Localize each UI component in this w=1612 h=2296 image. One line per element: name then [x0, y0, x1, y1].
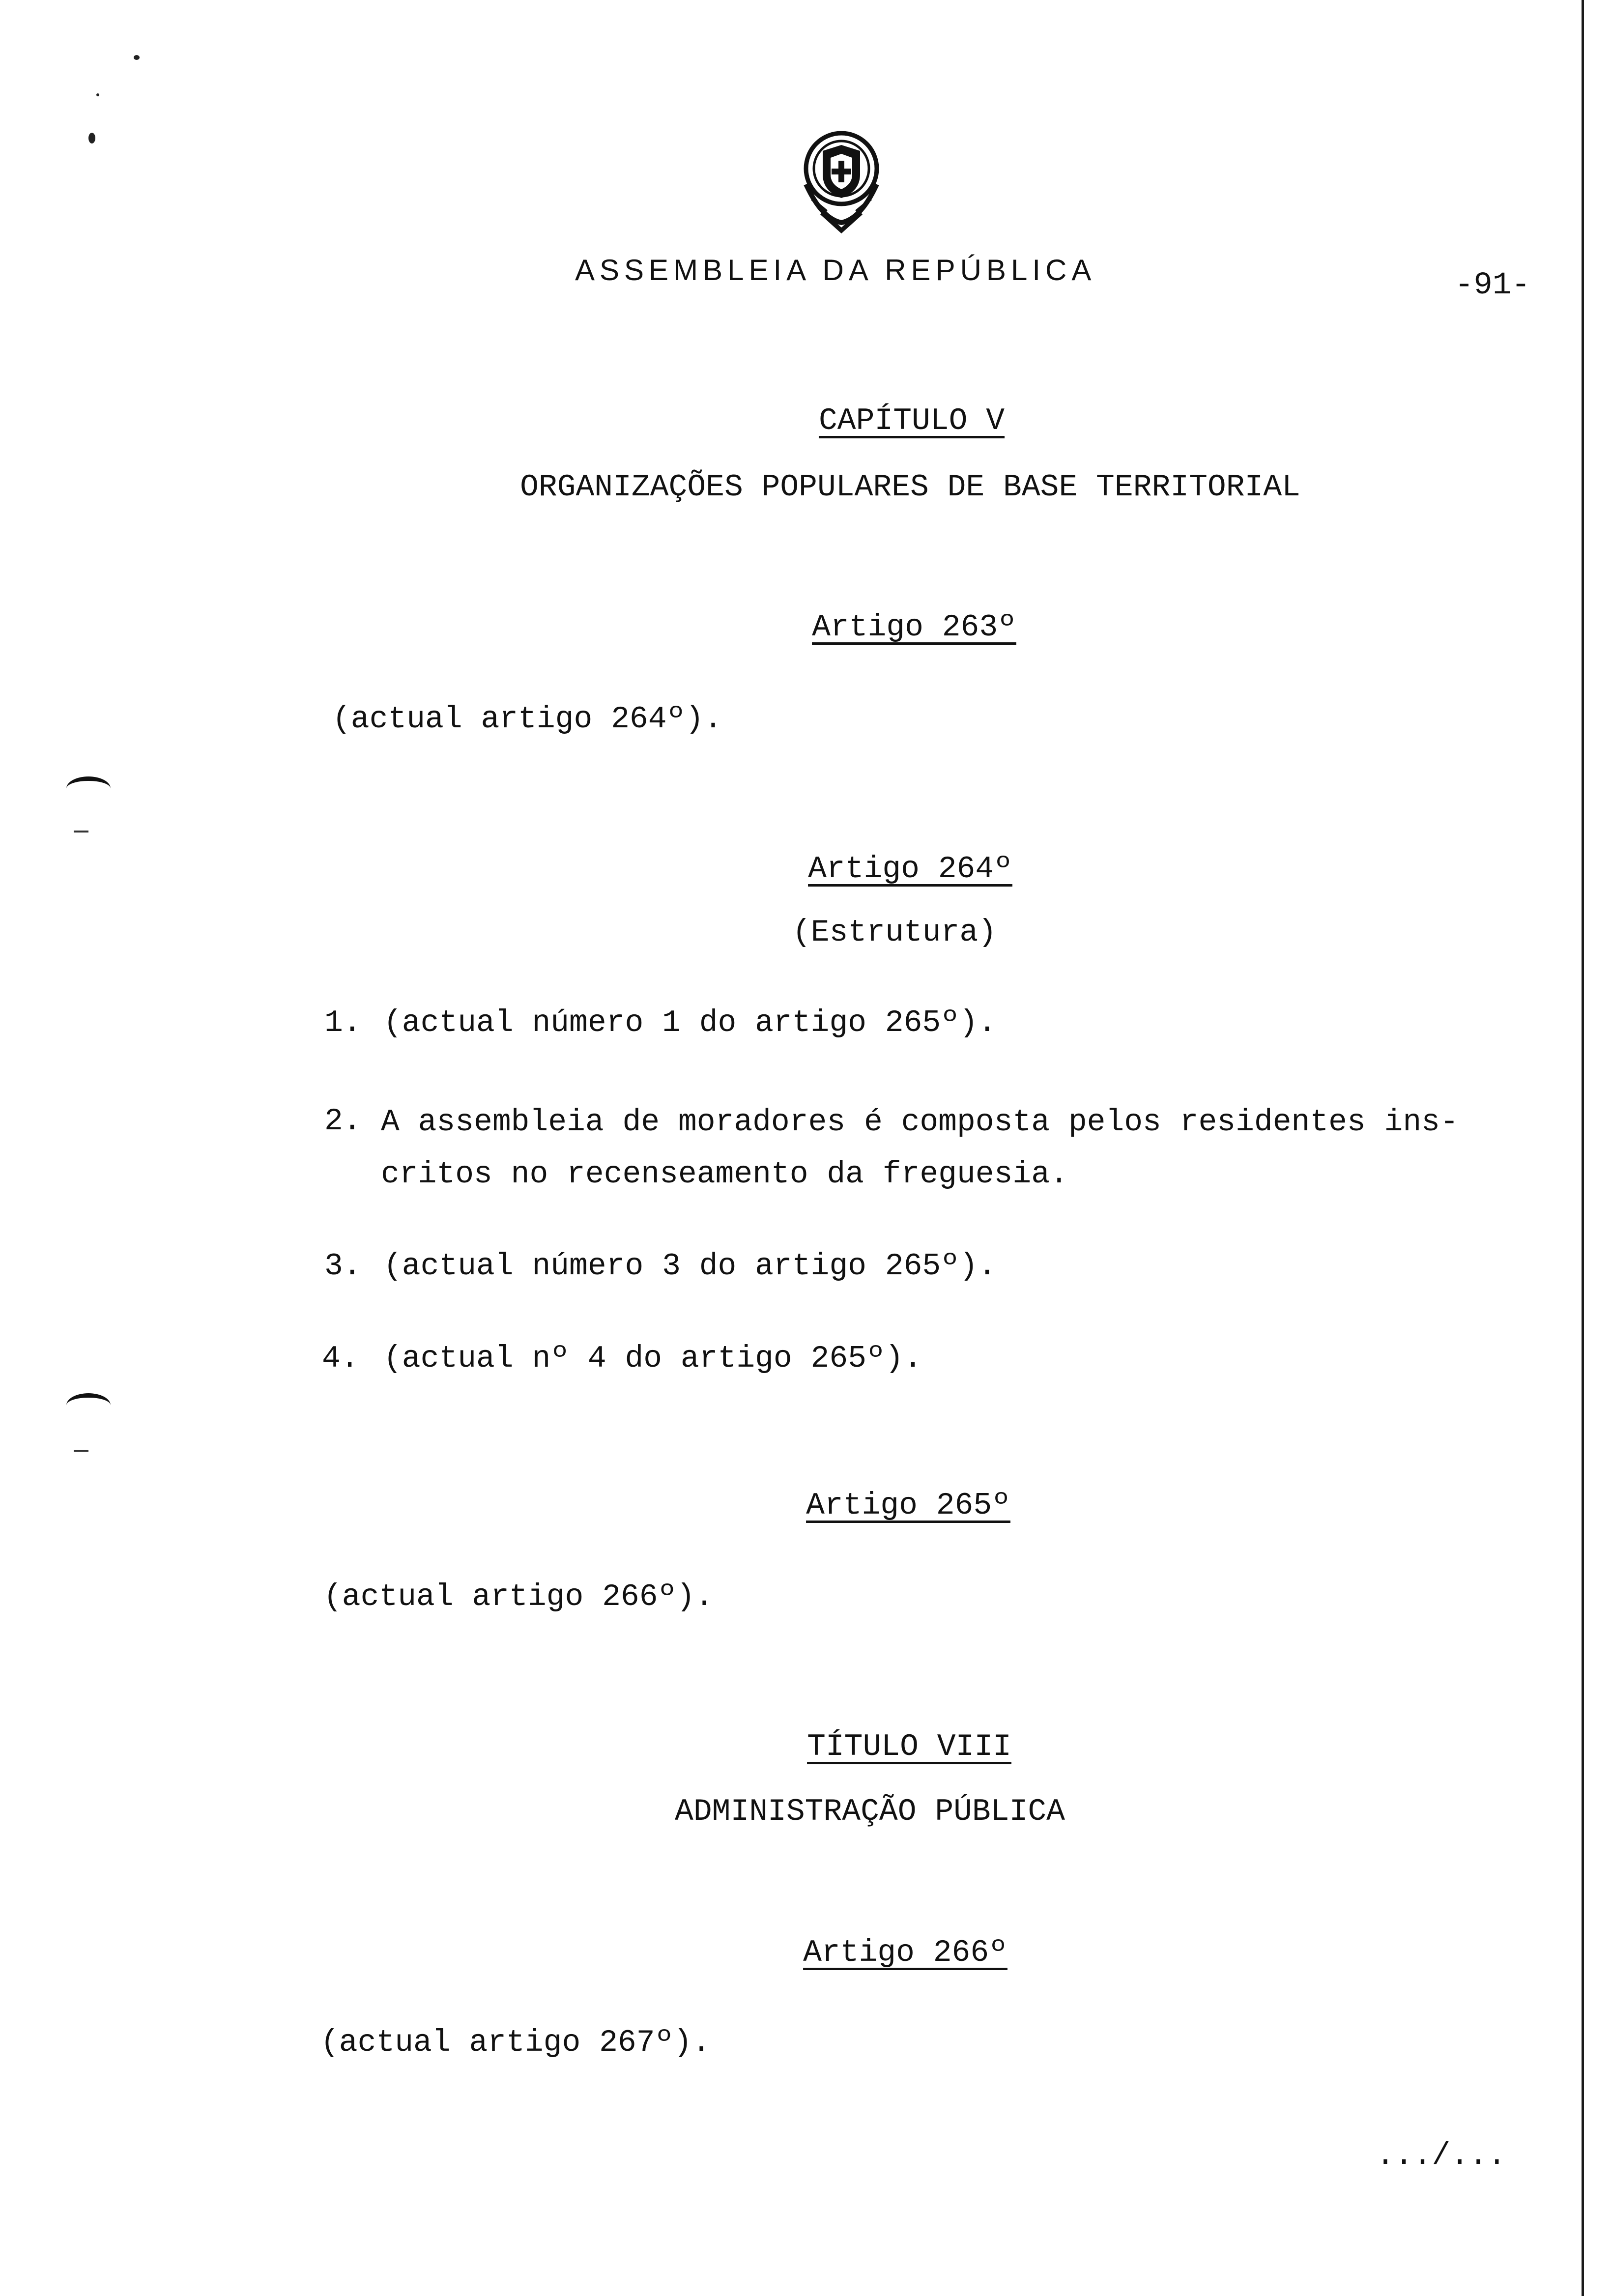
- list-item-number: 1.: [324, 1005, 362, 1040]
- institution-name: ASSEMBLEIA DA REPÚBLICA: [575, 254, 1096, 287]
- title-subtitle: ADMINISTRAÇÃO PÚBLICA: [675, 1794, 1065, 1829]
- list-item-number: 4.: [322, 1341, 359, 1376]
- page-number: -91-: [1455, 268, 1530, 303]
- scan-speck: [134, 55, 140, 60]
- scan-speck: [88, 133, 95, 144]
- article-body: (actual artigo 266º).: [323, 1579, 714, 1614]
- scan-speck: [96, 93, 99, 96]
- list-item-text: (actual número 3 do artigo 265º).: [383, 1249, 997, 1284]
- title-heading: TÍTULO VIII: [807, 1729, 1011, 1764]
- chapter-heading: CAPÍTULO V: [818, 403, 1005, 438]
- chapter-subtitle: ORGANIZAÇÕES POPULARES DE BASE TERRITORIAL: [520, 470, 1300, 505]
- list-item-text: (actual nº 4 do artigo 265º).: [383, 1341, 922, 1376]
- article-heading: Artigo 263º: [812, 610, 1016, 645]
- article-heading: Artigo 265º: [806, 1488, 1010, 1523]
- portuguese-coat-of-arms-icon: [792, 125, 891, 233]
- continuation-mark: .../...: [1376, 2138, 1506, 2173]
- hole-punch-mark: [74, 831, 88, 832]
- page-edge-rule: [1582, 0, 1584, 2296]
- list-item-number: 2.: [324, 1104, 362, 1139]
- article-body: (actual artigo 267º).: [320, 2025, 711, 2060]
- list-item-number: 3.: [324, 1249, 362, 1284]
- article-heading: Artigo 266º: [803, 1935, 1008, 1970]
- list-item-text: (actual número 1 do artigo 265º).: [383, 1005, 997, 1040]
- list-item-text: A assembleia de moradores é composta pelos residentes ins-: [381, 1105, 1459, 1140]
- list-item-text-continuation: critos no recenseamento da freguesia.: [381, 1157, 1068, 1192]
- article-subtitle: (Estrutura): [792, 915, 997, 950]
- article-heading: Artigo 264º: [808, 852, 1012, 887]
- hole-punch-mark: [66, 1393, 111, 1417]
- hole-punch-mark: [74, 1450, 88, 1452]
- article-body: (actual artigo 264º).: [332, 702, 722, 737]
- hole-punch-mark: [66, 776, 111, 801]
